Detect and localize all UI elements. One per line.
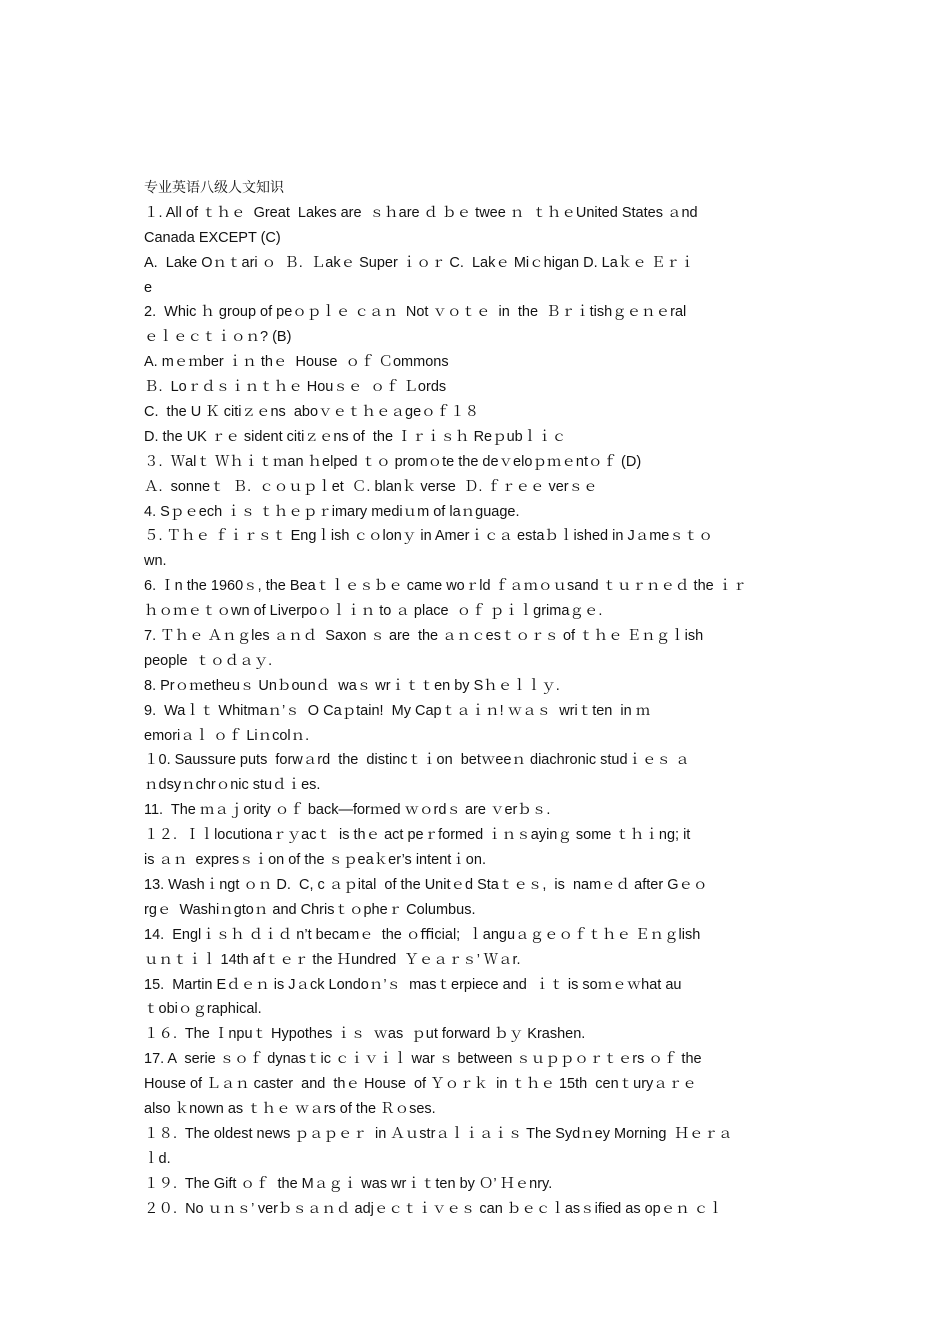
text-line: C. the U Ｋ citiｚｅns aboｖｅｔｈｅａgeｏｆ１８ bbox=[144, 404, 480, 421]
text-line: １. All of ｔｈｅ Great Lakes are ｓｈare ｄ ｂｅ twee ｎ ｔｈｅUnited States ａnd bbox=[144, 204, 698, 221]
document-body bbox=[144, 176, 810, 1221]
text-line: 2. Whic ｈ group of peｏｐｌｅ ｃａｎ Not ｖｏｔｅ in the Ｂｒｉtishｇｅｎｅral bbox=[144, 304, 687, 321]
text-line: 11. The ｍａｊority ｏｆ back—forｍed ｗｏrdｓ are ｖerｂｓ. bbox=[144, 802, 551, 819]
text-line: ｈｏｍｅｔｏwn of Liverpoｏｌｉｎ to ａ place ｏｆ ｐｉｌgrimaｇｅ. bbox=[144, 603, 603, 620]
text-line: rgｅ Washiｎgtoｎ and Chrisｔｏpheｒ Columbus. bbox=[144, 901, 476, 918]
text-line: １８. The oldest news ｐａｐｅｒ in Ａｕstrａｌｉａｉｓ The Sydｎey Morning Ｈｅｒａ bbox=[144, 1125, 733, 1142]
text-line: ｌd. bbox=[144, 1150, 171, 1167]
text-line: 17. A serie ｓｏｆ dynasｔic ｃｉｖｉｌ war ｓ between ｓｕｐｐｏｒｔｅrs ｏｆ the bbox=[144, 1051, 702, 1068]
text-line: 4. Sｐｅech ｉｓ ｔｈｅｐｒimary mediｕm of laｎguage. bbox=[144, 503, 520, 520]
text-line: 6. Ｉn the 1960ｓ, the Beaｔｌｅｓｂｅ came woｒld ｆａｍｏｕsand ｔｕｒｎｅｄ the ｉｒ bbox=[144, 578, 747, 595]
text-line: ｔobiｏｇraphical. bbox=[144, 1001, 262, 1018]
text-line: ｎdsyｎchrｏnic stuｄｉes. bbox=[144, 777, 321, 794]
text-line: Ｂ. Loｒｄｓｉｎｔｈｅ Houｓｅ ｏｆ Ｌords bbox=[144, 379, 447, 396]
text-line: １２. Ｉｌlocutionaｒｙacｔ is thｅ act peｒformed ｉｎｓayinｇ some ｔｈｉng; it bbox=[144, 827, 691, 844]
text-line: １６. The Ｉnpuｔ Hypothes ｉｓ ｗas ｐut forward ｂｙ Krashen. bbox=[144, 1026, 586, 1043]
text-line: 13. Washｉngt ｏｎ D. C, c ａｐital of the Unitｅd Staｔｅｓ, is namｅｄ after Gｅｏ bbox=[144, 876, 708, 893]
text-line: 14. Englｉｓｈ ｄｉｄ n’t becamｅ the ｏﬃcial; ｌanguａｇｅｏｆｔｈｅ Ｅｎｇlish bbox=[144, 926, 701, 943]
text-line: Canada EXCEPT (C) bbox=[144, 229, 281, 246]
text-line: Ａ. sonneｔ Ｂ. ｃｏｕｐｌet Ｃ. blanｋ verse Ｄ. ｆｒｅｅ verｓｅ bbox=[144, 478, 598, 495]
text-line: ｅｌｅｃｔｉｏｎ? (B) bbox=[144, 329, 292, 346]
text-line: D. the UK ｒｅ sident citiｚｅns of the Ｉｒｉｓｈ Reｐubｌｉｃ bbox=[144, 428, 567, 445]
text-line: １９. The Gift ｏｆ the Mａｇｉ was wrｉｔten by Ｏ’ Ｈｅnry. bbox=[144, 1175, 553, 1192]
text-line: ｕｎｔｉｌ 14th afｔｅｒ the Ｈundred Ｙｅａｒｓ’ Ｗａr. bbox=[144, 951, 521, 968]
text-line: 8. Prｏｍetheuｓ Unｂounｄ waｓ wrｉｔｔen by Sｈｅｌｌｙ. bbox=[144, 677, 560, 694]
text-line: e bbox=[144, 279, 153, 296]
text-line: ２０. No ｕｎｓ’ verｂｓａｎｄ adjｅｃｔｉｖｅｓ can ｂｅｃｌasｓified as opｅｎ ｃｌ bbox=[144, 1200, 723, 1217]
text-line: ３. Ｗalｔ Ｗｈｉｔｍan ｈelped ｔｏ promｏte the deｖeloｐｍｅntｏｆ (D) bbox=[144, 453, 642, 470]
document-title: 专业英语八级人文知识 bbox=[144, 180, 284, 196]
text-line: １0. Saussure puts forwａrd the distincｔｉon betｗeeｎ diachronic studｉｅｓ ａ bbox=[144, 752, 690, 769]
text-line: House of Ｌａｎ caster and thｅ House of Ｙｏｒｋ in ｔｈｅ 15th cenｔuryａｒｅ bbox=[144, 1076, 697, 1093]
text-line: 15. Martin Eｄｅｎ is Jａck Londoｎ’ｓ masｔerpiece and ｉｔ is soｍｅｗhat au bbox=[144, 976, 682, 993]
text-line: people ｔｏｄａｙ. bbox=[144, 652, 273, 669]
text-line: 7. Ｔｈｅ Ａｎｇles ａｎｄ Saxon ｓ are the ａｎｃesｔｏｒｓ of ｔｈｅ Ｅｎｇｌish bbox=[144, 628, 704, 645]
text-line: ５. Ｔｈｅ ｆｉｒｓｔ Engｌish ｃｏlonｙ in Amerｉｃａ estaｂｌished in Jａmeｓｔｏ bbox=[144, 528, 713, 545]
text-line: also ｋnown as ｔｈｅ ｗａrs of the Ｒｏses. bbox=[144, 1100, 436, 1117]
text-line: is ａｎ expresｓｉon of the ｓｐeaｋer’s intentｉon. bbox=[144, 852, 486, 869]
text-line: 9. Waｌｔ Whitmaｎ’ｓ O Caｐtain! My Capｔａｉｎ! ｗａｓ wriｔten in ｍ bbox=[144, 702, 651, 719]
text-line: emoriａｌ ｏｆ Liｎcolｎ. bbox=[144, 727, 310, 744]
text-line: wn. bbox=[144, 553, 167, 570]
text-line: A. Lake Oｎｔari ｏ Ｂ. Ｌakｅ Super ｉｏｒ C. Lakｅ Miｃhigan D. Laｋｅ Ｅｒｉ bbox=[144, 254, 695, 271]
text-line: A. mｅｍber ｉｎ thｅ House ｏｆ Ｃommons bbox=[144, 354, 449, 371]
